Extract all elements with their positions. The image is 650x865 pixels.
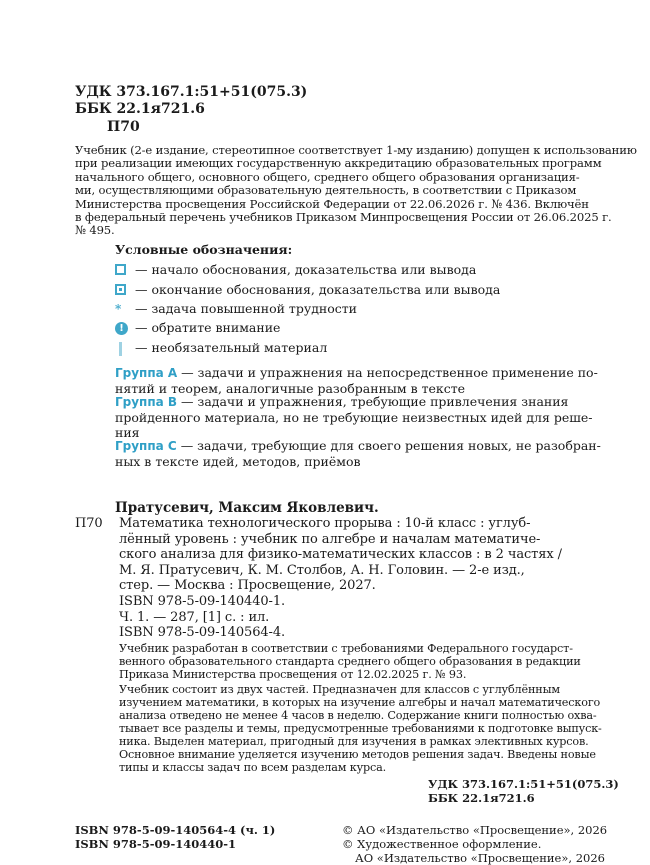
approval-line: при реализации имеющих государственную аккредитацию образовательных программ [75, 156, 602, 171]
legend-text: — начало обоснования, доказательства или вывода [135, 262, 477, 277]
approval-paragraph [75, 144, 637, 238]
catalog-card-code: П70 [75, 516, 103, 531]
udk-code: УДК 373.167.1:51+51(075.3) [75, 84, 308, 100]
exclamation-circle-icon: ! [115, 322, 127, 334]
legend-text: — обратите внимание [135, 320, 281, 335]
approval-line: в федеральный перечень учебников Приказом Минпросвещения России от 26.06.2025 г. [75, 210, 612, 225]
bbk-code: ББК 22.1я721.6 [75, 101, 205, 117]
approval-line: начального общего, основного общего, среднего общего образования организация- [75, 169, 580, 184]
biblio-line: лённый уровень : учебник по алгебре и началам математиче- [119, 531, 541, 547]
approval-line: № 495. [75, 223, 115, 238]
biblio-line: ского анализа для физико-математических классов : в 2 частях / [119, 547, 562, 563]
biblio-line: стер. — Москва : Просвещение, 2027. [119, 578, 376, 594]
biblio-line: М. Я. Пратусевич, К. М. Столбов, А. Н. Головин. — 2-е изд., [119, 562, 525, 578]
copyright-publisher: © АО «Издательство «Просвещение», 2026 [342, 823, 608, 837]
approval-line: Министерства просвещения Российской Федерации от 22.06.2026 г. № 436. Включён [75, 196, 589, 211]
biblio-line: Математика технологического прорыва : 10-й класс : углуб- [119, 516, 531, 531]
legend-item [115, 301, 357, 316]
legend-text: — окончание обоснования, доказательства или вывода [135, 282, 501, 297]
legend-item [115, 320, 280, 335]
filled-square-icon [115, 284, 127, 296]
group-b-description: Группа В — задачи и упражнения, требующие привлечения знания пройденного материала, но не требующие неизвестных идей для реше- ния [115, 394, 593, 440]
group-a-description: Группа А — задачи и упражнения на непосредственное применение по- нятий и теорем, аналогичные разобранным в тексте [115, 365, 598, 396]
asterisk-icon: * [115, 301, 122, 316]
open-square-icon [115, 264, 127, 276]
approval-line: ми, осуществляющими образовательную деятельность, в соответствии с Приказом [75, 183, 577, 198]
footer-isbn-set: ISBN 978-5-09-140440-1 [75, 837, 237, 851]
bibliographic-record [119, 516, 562, 641]
part-line: Ч. 1. — 287, [1] с. : ил. [119, 609, 270, 625]
legend-text: — задача повышенной трудности [135, 301, 358, 316]
author-heading: Пратусевич, Максим Яковлевич. [115, 500, 379, 516]
copyright-design-owner: АО «Издательство «Просвещение», 2026 [355, 851, 605, 865]
legend-item [115, 282, 500, 297]
group-c-label: Группа С [115, 439, 177, 453]
group-a-label: Группа А [115, 366, 178, 380]
legend-item [115, 340, 327, 355]
annotation-description: Учебник состоит из двух частей. Предназначен для классов с углублённым изучением математики, в которых на изучение алгебры и начал математического анализа отведено не менее 4 часов в неделю. Содержание книги полностью охва- тывает все разделы и темы, предусмотренные требованиями к подготовке выпуск- ника. Выделен материал, пригодный для изучения в рамках элективных курсов. Основное внимание уделяется изучению методов решения задач. Введены новые типы и классы задач по всем разделам курса. [119, 683, 602, 774]
card-bbk-code: ББК 22.1я721.6 [428, 791, 535, 805]
isbn-line: ISBN 978-5-09-140564-4. [119, 625, 286, 641]
legend-title: Условные обозначения: [115, 242, 293, 257]
group-b-label: Группа В [115, 395, 178, 409]
catalog-code: П70 [107, 119, 140, 135]
vertical-bar-icon [115, 342, 127, 354]
copyright-design: © Художественное оформление. [342, 837, 542, 851]
isbn-line: ISBN 978-5-09-140440-1. [119, 593, 286, 609]
annotation-standard: Учебник разработан в соответствии с требованиями Федерального государст- венного образовательного стандарта среднего общего образования в редакции Приказа Министерства просвещения от 12.02.2025 г. № 93. [119, 642, 581, 681]
card-udk-code: УДК 373.167.1:51+51(075.3) [428, 777, 619, 791]
legend-item [115, 262, 476, 277]
footer-isbn-part: ISBN 978-5-09-140564-4 (ч. 1) [75, 823, 276, 837]
legend-text: — необязательный материал [135, 340, 328, 355]
approval-line: Учебник (2-е издание, стереотипное соответствует 1-му изданию) допущен к использованию [75, 143, 637, 157]
group-c-description: Группа С — задачи, требующие для своего решения новых, не разобран- ных в тексте идей, методов, приёмов [115, 438, 601, 469]
